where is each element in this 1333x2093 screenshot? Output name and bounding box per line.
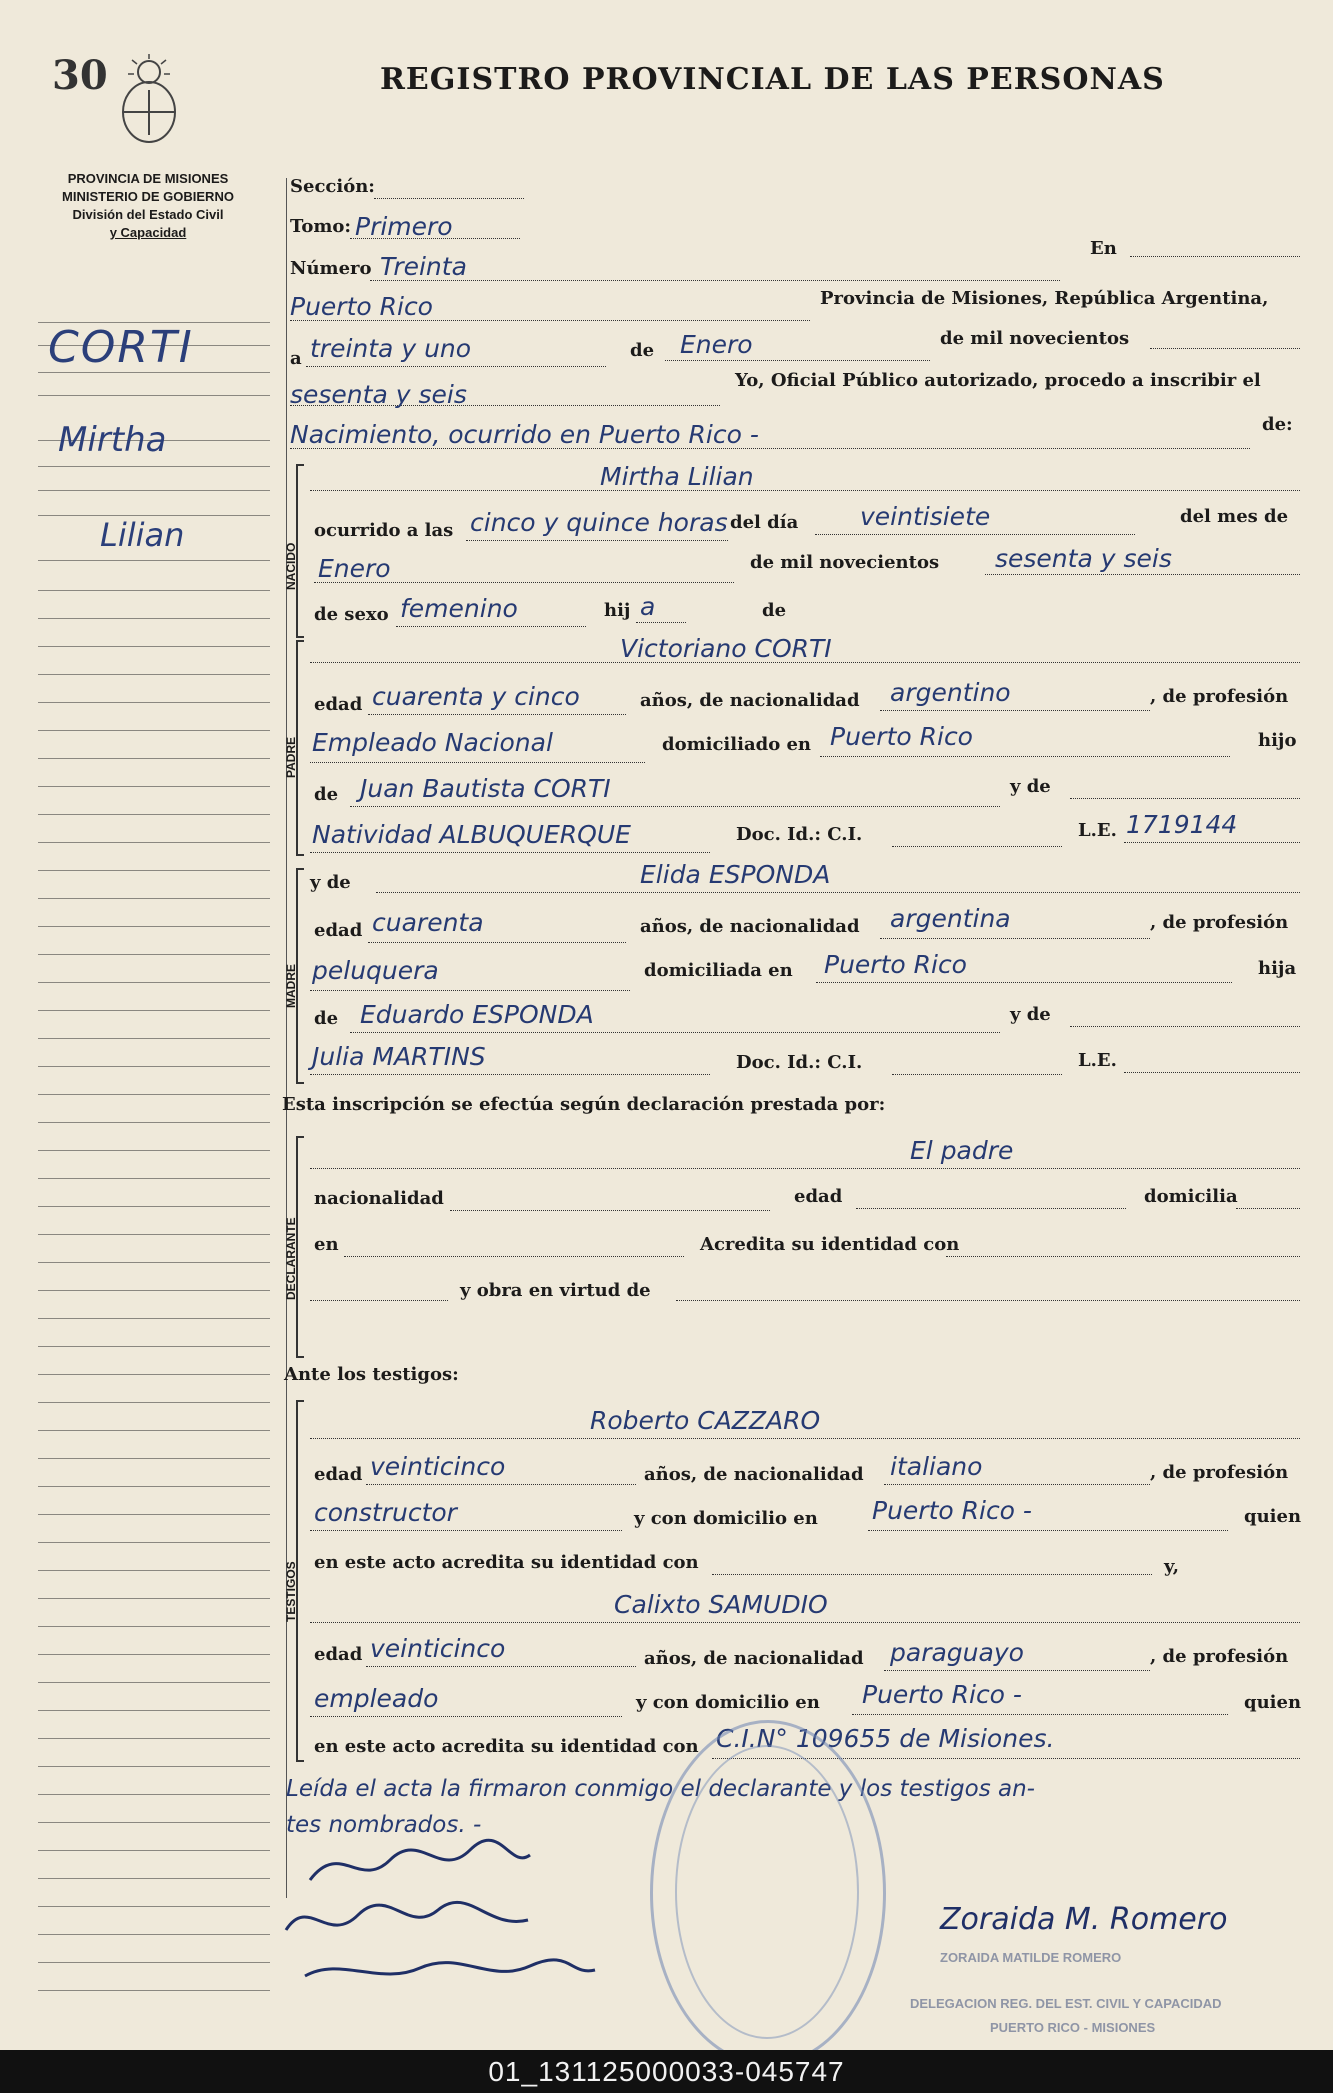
hw-madre-nombre: Elida ESPONDA bbox=[640, 860, 831, 889]
label-decl-edad: edad bbox=[794, 1186, 843, 1207]
label-hija: hija bbox=[1258, 958, 1297, 979]
label-madre-doc: Doc. Id.: C.I. bbox=[736, 1052, 863, 1073]
hw-padre-prof: Empleado Nacional bbox=[312, 728, 553, 757]
label-t2-quien: quien bbox=[1244, 1692, 1302, 1713]
hw-padre-padre: Juan Bautista CORTI bbox=[360, 774, 611, 803]
label-padre-prof: , de profesión bbox=[1150, 686, 1289, 707]
label-domicilia: domicilia bbox=[1144, 1186, 1238, 1207]
hw-declarante: El padre bbox=[910, 1136, 1014, 1165]
label-ocurrido: ocurrido a las bbox=[314, 520, 454, 541]
label-de-colon: de: bbox=[1262, 414, 1293, 435]
hw-testigo2: Calixto SAMUDIO bbox=[614, 1590, 828, 1619]
label-del-dia: del día bbox=[730, 512, 799, 533]
hw-numero: Treinta bbox=[380, 252, 467, 281]
label-a: a bbox=[290, 348, 302, 369]
label-esta-inscripcion: Esta inscripción se efectúa según declaración prestada por: bbox=[282, 1094, 886, 1115]
label-padre-y-de: y de bbox=[1010, 776, 1051, 797]
stamp-place: PUERTO RICO - MISIONES bbox=[990, 2020, 1156, 2035]
hw-t1-edad: veinticinco bbox=[370, 1452, 506, 1481]
stamp-office: DELEGACION REG. DEL EST. CIVIL Y CAPACIDAD bbox=[910, 1996, 1222, 2011]
hw-t2-doc: C.I.N° 109655 de Misiones. bbox=[716, 1724, 1055, 1753]
signature-oficial: Zoraida M. Romero bbox=[940, 1902, 1228, 1937]
section-label-testigos: TESTIGOS bbox=[284, 1561, 298, 1622]
margin-second-name: Lilian bbox=[100, 516, 185, 554]
label-madre-de: de bbox=[314, 1008, 339, 1029]
label-t2-dom: y con domicilio en bbox=[636, 1692, 820, 1713]
label-decl-en: en bbox=[314, 1234, 339, 1255]
signature-testigo-2 bbox=[300, 1946, 600, 1996]
hw-hij-suffix: a bbox=[640, 592, 656, 621]
hw-testigo1: Roberto CAZZARO bbox=[590, 1406, 821, 1435]
label-t1-edad: edad bbox=[314, 1464, 363, 1485]
hw-t2-dom: Puerto Rico - bbox=[862, 1680, 1022, 1709]
header-line: División del Estado Civil bbox=[72, 207, 224, 222]
margin-first-name: Mirtha bbox=[58, 420, 167, 460]
national-coat-of-arms-icon bbox=[110, 50, 188, 150]
label-tomo: Tomo: bbox=[290, 216, 352, 237]
label-domiciliado: domiciliado en bbox=[662, 734, 812, 755]
hw-madre-edad: cuarenta bbox=[372, 908, 484, 937]
label-de-mil: de mil novecientos bbox=[940, 328, 1130, 349]
hw-padre-madre: Natividad ALBUQUERQUE bbox=[312, 820, 631, 849]
section-label-declarante: DECLARANTE bbox=[284, 1217, 298, 1300]
label-nacionalidad: nacionalidad bbox=[314, 1188, 444, 1209]
margin-divider bbox=[286, 178, 287, 1898]
label-t1-acto: en este acto acredita su identidad con bbox=[314, 1552, 699, 1573]
label-t2-anos: años, de nacionalidad bbox=[644, 1648, 864, 1669]
label-obra: y obra en virtud de bbox=[460, 1280, 651, 1301]
hw-mes-nac: Enero bbox=[318, 554, 391, 583]
hw-madre-nac: argentina bbox=[890, 904, 1011, 933]
hw-dia: treinta y uno bbox=[310, 334, 472, 363]
label-padre-le: L.E. bbox=[1078, 820, 1117, 841]
label-sexo: de sexo bbox=[314, 604, 389, 625]
official-stamp-inner bbox=[675, 1745, 859, 2039]
image-id-footer: 01_131125000033-045747 bbox=[0, 2050, 1333, 2093]
hw-padre-le: 1719144 bbox=[1126, 810, 1238, 839]
signature-testigo-1 bbox=[278, 1890, 538, 1950]
label-y-comma: y, bbox=[1164, 1556, 1180, 1577]
label-madre-edad: edad bbox=[314, 920, 363, 941]
label-hijo: hijo bbox=[1258, 730, 1297, 751]
label-provincia: Provincia de Misiones, República Argentina, bbox=[820, 288, 1269, 309]
hw-acto: Nacimiento, ocurrido en Puerto Rico - bbox=[290, 420, 759, 449]
hw-madre-padre: Eduardo ESPONDA bbox=[360, 1000, 594, 1029]
page-number: 30 bbox=[52, 52, 108, 99]
hw-padre-dom: Puerto Rico bbox=[830, 722, 973, 751]
label-del-mes: del mes de bbox=[1180, 506, 1289, 527]
section-label-madre: MADRE bbox=[284, 964, 298, 1008]
hw-closing-note-2: tes nombrados. - bbox=[286, 1812, 482, 1838]
label-numero: Número bbox=[290, 258, 372, 279]
header-line: y Capacidad bbox=[109, 225, 187, 240]
label-padre-de: de bbox=[314, 784, 339, 805]
hw-dia-nac: veintisiete bbox=[860, 502, 991, 531]
label-domiciliada: domiciliada en bbox=[644, 960, 793, 981]
hw-t1-prof: constructor bbox=[314, 1498, 457, 1527]
label-de2: de bbox=[762, 600, 787, 621]
label-t1-prof: , de profesión bbox=[1150, 1462, 1289, 1483]
label-acredita: Acredita su identidad con bbox=[700, 1234, 960, 1255]
header-line: PROVINCIA DE MISIONES bbox=[67, 171, 229, 186]
label-seccion: Sección: bbox=[290, 176, 375, 197]
hw-anio: sesenta y seis bbox=[290, 380, 467, 409]
label-yo: Yo, Oficial Público autorizado, procedo a inscribir el bbox=[735, 370, 1261, 391]
hw-t2-prof: empleado bbox=[314, 1684, 439, 1713]
section-label-padre: PADRE bbox=[284, 736, 298, 778]
label-t2-edad: edad bbox=[314, 1644, 363, 1665]
hw-padre-nombre: Victoriano CORTI bbox=[620, 634, 832, 663]
section-label-nacido: NACIDO bbox=[284, 542, 298, 590]
hw-t1-dom: Puerto Rico - bbox=[872, 1496, 1032, 1525]
document-title: REGISTRO PROVINCIAL DE LAS PERSONAS bbox=[380, 62, 1165, 97]
label-madre-prof: , de profesión bbox=[1150, 912, 1289, 933]
label-padre-edad: edad bbox=[314, 694, 363, 715]
hw-madre-dom: Puerto Rico bbox=[824, 950, 967, 979]
label-t2-acto: en este acto acredita su identidad con bbox=[314, 1736, 699, 1757]
label-padre-anos: años, de nacionalidad bbox=[640, 690, 860, 711]
label-ante: Ante los testigos: bbox=[284, 1364, 459, 1385]
hw-t2-nac: paraguayo bbox=[890, 1638, 1024, 1667]
margin-surname: CORTI bbox=[48, 322, 194, 373]
hw-t2-edad: veinticinco bbox=[370, 1634, 506, 1663]
hw-nacido-nombre: Mirtha Lilian bbox=[600, 462, 754, 491]
label-de-mil2: de mil novecientos bbox=[750, 552, 940, 573]
label-t1-dom: y con domicilio en bbox=[634, 1508, 818, 1529]
hw-hora: cinco y quince horas bbox=[470, 508, 728, 537]
issuing-office bbox=[22, 170, 274, 242]
label-t1-anos: años, de nacionalidad bbox=[644, 1464, 864, 1485]
label-t2-prof: , de profesión bbox=[1150, 1646, 1289, 1667]
label-padre-doc: Doc. Id.: C.I. bbox=[736, 824, 863, 845]
label-madre-anos: años, de nacionalidad bbox=[640, 916, 860, 937]
hw-padre-edad: cuarenta y cinco bbox=[372, 682, 580, 711]
hw-sexo: femenino bbox=[400, 594, 518, 623]
hw-padre-nac: argentino bbox=[890, 678, 1011, 707]
label-de: de bbox=[630, 340, 655, 361]
hw-madre-prof: peluquera bbox=[312, 956, 439, 985]
hw-madre-madre: Julia MARTINS bbox=[312, 1042, 486, 1071]
hw-lugar: Puerto Rico bbox=[290, 292, 433, 321]
stamp-name: ZORAIDA MATILDE ROMERO bbox=[940, 1950, 1122, 1965]
label-madre-le: L.E. bbox=[1078, 1050, 1117, 1071]
header-line: MINISTERIO DE GOBIERNO bbox=[62, 189, 234, 204]
hw-anio-nac: sesenta y seis bbox=[995, 544, 1172, 573]
label-madre-y-de2: y de bbox=[1010, 1004, 1051, 1025]
hw-closing-note-1: Leída el acta la firmaron conmigo el declarante y los testigos an- bbox=[286, 1776, 1035, 1802]
label-en: En bbox=[1090, 238, 1117, 259]
hw-tomo: Primero bbox=[355, 212, 453, 241]
label-madre-y-de: y de bbox=[310, 872, 351, 893]
label-t1-quien: quien bbox=[1244, 1506, 1302, 1527]
label-hij: hij bbox=[604, 600, 631, 621]
hw-mes: Enero bbox=[680, 330, 753, 359]
hw-t1-nac: italiano bbox=[890, 1452, 983, 1481]
